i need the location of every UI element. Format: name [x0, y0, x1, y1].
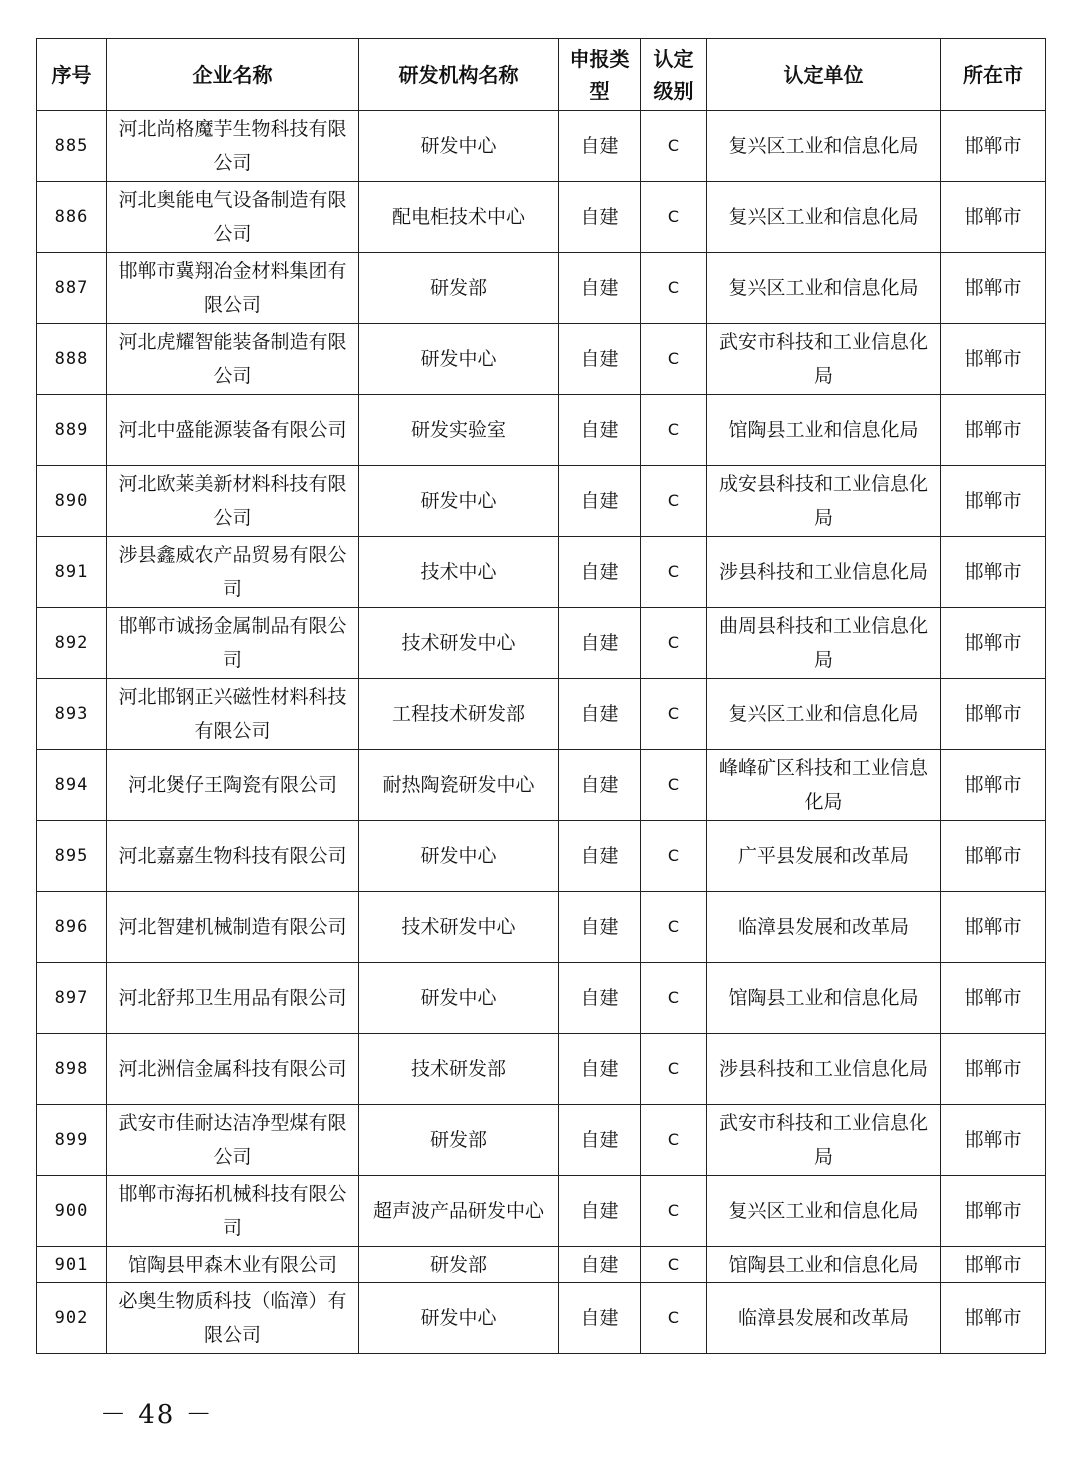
cell-unit: 武安市科技和工业信息化局 — [707, 324, 941, 395]
cell-apply-type: 自建 — [559, 1034, 641, 1105]
cell-level: C — [641, 395, 707, 466]
cell-company: 河北虎耀智能装备制造有限公司 — [107, 324, 359, 395]
cell-city: 邯郸市 — [941, 182, 1046, 253]
table-row — [37, 111, 1046, 182]
cell-rd-org: 超声波产品研发中心 — [359, 1176, 559, 1247]
cell-city: 邯郸市 — [941, 253, 1046, 324]
cell-unit: 馆陶县工业和信息化局 — [707, 395, 941, 466]
cell-seq: 894 — [37, 750, 107, 821]
cell-seq: 888 — [37, 324, 107, 395]
cell-city: 邯郸市 — [941, 1105, 1046, 1176]
table-row — [37, 324, 1046, 395]
table-row — [37, 750, 1046, 821]
cell-apply-type: 自建 — [559, 679, 641, 750]
cell-apply-type: 自建 — [559, 892, 641, 963]
cell-company: 河北尚格魔芋生物科技有限公司 — [107, 111, 359, 182]
cell-unit: 曲周县科技和工业信息化局 — [707, 608, 941, 679]
table-row — [37, 537, 1046, 608]
cell-level: C — [641, 892, 707, 963]
cell-seq: 893 — [37, 679, 107, 750]
cell-rd-org: 技术研发中心 — [359, 608, 559, 679]
cell-seq: 895 — [37, 821, 107, 892]
header-level: 认定级别 — [641, 39, 707, 111]
cell-city: 邯郸市 — [941, 892, 1046, 963]
cell-level: C — [641, 1283, 707, 1354]
cell-apply-type: 自建 — [559, 608, 641, 679]
cell-level: C — [641, 1247, 707, 1283]
cell-seq: 890 — [37, 466, 107, 537]
cell-apply-type: 自建 — [559, 324, 641, 395]
cell-seq: 901 — [37, 1247, 107, 1283]
cell-level: C — [641, 1105, 707, 1176]
cell-company: 邯郸市冀翔冶金材料集团有限公司 — [107, 253, 359, 324]
cell-rd-org: 研发中心 — [359, 1283, 559, 1354]
cell-apply-type: 自建 — [559, 1105, 641, 1176]
cell-rd-org: 工程技术研发部 — [359, 679, 559, 750]
cell-level: C — [641, 537, 707, 608]
cell-city: 邯郸市 — [941, 608, 1046, 679]
table-row — [37, 821, 1046, 892]
cell-rd-org: 配电柜技术中心 — [359, 182, 559, 253]
cell-level: C — [641, 963, 707, 1034]
cell-rd-org: 研发部 — [359, 1247, 559, 1283]
cell-city: 邯郸市 — [941, 1034, 1046, 1105]
cell-company: 河北嘉嘉生物科技有限公司 — [107, 821, 359, 892]
table-row — [37, 963, 1046, 1034]
cell-apply-type: 自建 — [559, 1176, 641, 1247]
cell-company: 河北中盛能源装备有限公司 — [107, 395, 359, 466]
table-row — [37, 608, 1046, 679]
header-rd-org: 研发机构名称 — [359, 39, 559, 111]
cell-unit: 复兴区工业和信息化局 — [707, 679, 941, 750]
table-body — [37, 111, 1046, 1354]
cell-city: 邯郸市 — [941, 750, 1046, 821]
cell-apply-type: 自建 — [559, 963, 641, 1034]
cell-apply-type: 自建 — [559, 253, 641, 324]
cell-level: C — [641, 253, 707, 324]
header-city: 所在市 — [941, 39, 1046, 111]
cell-unit: 广平县发展和改革局 — [707, 821, 941, 892]
cell-city: 邯郸市 — [941, 1176, 1046, 1247]
table-row — [37, 466, 1046, 537]
cell-rd-org: 研发部 — [359, 253, 559, 324]
cell-apply-type: 自建 — [559, 182, 641, 253]
cell-company: 河北煲仔王陶瓷有限公司 — [107, 750, 359, 821]
cell-company: 邯郸市诚扬金属制品有限公司 — [107, 608, 359, 679]
cell-unit: 成安县科技和工业信息化局 — [707, 466, 941, 537]
cell-unit: 复兴区工业和信息化局 — [707, 111, 941, 182]
cell-city: 邯郸市 — [941, 111, 1046, 182]
cell-level: C — [641, 1034, 707, 1105]
cell-apply-type: 自建 — [559, 1247, 641, 1283]
cell-unit: 复兴区工业和信息化局 — [707, 182, 941, 253]
header-unit: 认定单位 — [707, 39, 941, 111]
cell-unit: 复兴区工业和信息化局 — [707, 253, 941, 324]
header-seq: 序号 — [37, 39, 107, 111]
cell-rd-org: 研发中心 — [359, 821, 559, 892]
cell-level: C — [641, 324, 707, 395]
cell-city: 邯郸市 — [941, 1247, 1046, 1283]
cell-company: 必奥生物质科技（临漳）有限公司 — [107, 1283, 359, 1354]
cell-rd-org: 研发中心 — [359, 466, 559, 537]
cell-level: C — [641, 182, 707, 253]
cell-city: 邯郸市 — [941, 1283, 1046, 1354]
cell-unit: 馆陶县工业和信息化局 — [707, 1247, 941, 1283]
cell-apply-type: 自建 — [559, 111, 641, 182]
cell-city: 邯郸市 — [941, 324, 1046, 395]
table-row — [37, 679, 1046, 750]
cell-company: 河北欧莱美新材料科技有限公司 — [107, 466, 359, 537]
cell-seq: 891 — [37, 537, 107, 608]
cell-rd-org: 研发中心 — [359, 324, 559, 395]
table-header-row — [37, 39, 1046, 111]
table-row — [37, 1283, 1046, 1354]
cell-city: 邯郸市 — [941, 679, 1046, 750]
cell-seq: 887 — [37, 253, 107, 324]
cell-apply-type: 自建 — [559, 750, 641, 821]
cell-company: 河北智建机械制造有限公司 — [107, 892, 359, 963]
cell-rd-org: 研发实验室 — [359, 395, 559, 466]
cell-company: 邯郸市海拓机械科技有限公司 — [107, 1176, 359, 1247]
cell-level: C — [641, 750, 707, 821]
cell-level: C — [641, 111, 707, 182]
cell-level: C — [641, 466, 707, 537]
cell-rd-org: 技术中心 — [359, 537, 559, 608]
cell-seq: 896 — [37, 892, 107, 963]
cell-seq: 899 — [37, 1105, 107, 1176]
table-row — [37, 182, 1046, 253]
cell-company: 河北洲信金属科技有限公司 — [107, 1034, 359, 1105]
cell-city: 邯郸市 — [941, 821, 1046, 892]
cell-company: 馆陶县甲森木业有限公司 — [107, 1247, 359, 1283]
cell-company: 武安市佳耐达洁净型煤有限公司 — [107, 1105, 359, 1176]
cell-unit: 武安市科技和工业信息化局 — [707, 1105, 941, 1176]
cell-unit: 临漳县发展和改革局 — [707, 1283, 941, 1354]
cell-seq: 886 — [37, 182, 107, 253]
page-number: － 48 － — [100, 1400, 214, 1430]
cell-apply-type: 自建 — [559, 395, 641, 466]
table-row — [37, 253, 1046, 324]
cell-unit: 馆陶县工业和信息化局 — [707, 963, 941, 1034]
cell-company: 河北邯钢正兴磁性材料科技有限公司 — [107, 679, 359, 750]
cell-seq: 885 — [37, 111, 107, 182]
cell-city: 邯郸市 — [941, 963, 1046, 1034]
table-row — [37, 395, 1046, 466]
cell-level: C — [641, 821, 707, 892]
cell-rd-org: 研发中心 — [359, 963, 559, 1034]
table-row — [37, 892, 1046, 963]
cell-apply-type: 自建 — [559, 1283, 641, 1354]
header-apply-type: 申报类型 — [559, 39, 641, 111]
table-row — [37, 1105, 1046, 1176]
cell-seq: 889 — [37, 395, 107, 466]
cell-city: 邯郸市 — [941, 537, 1046, 608]
table-row — [37, 1176, 1046, 1247]
cell-level: C — [641, 1176, 707, 1247]
cell-rd-org: 研发中心 — [359, 111, 559, 182]
cell-rd-org: 技术研发中心 — [359, 892, 559, 963]
cell-unit: 复兴区工业和信息化局 — [707, 1176, 941, 1247]
cell-rd-org: 技术研发部 — [359, 1034, 559, 1105]
cell-apply-type: 自建 — [559, 466, 641, 537]
cell-unit: 涉县科技和工业信息化局 — [707, 1034, 941, 1105]
cell-unit: 涉县科技和工业信息化局 — [707, 537, 941, 608]
cell-level: C — [641, 679, 707, 750]
table-row — [37, 1034, 1046, 1105]
cell-company: 河北奥能电气设备制造有限公司 — [107, 182, 359, 253]
cell-level: C — [641, 608, 707, 679]
certification-table — [36, 38, 1046, 1354]
cell-unit: 峰峰矿区科技和工业信息化局 — [707, 750, 941, 821]
cell-apply-type: 自建 — [559, 537, 641, 608]
cell-city: 邯郸市 — [941, 395, 1046, 466]
cell-seq: 892 — [37, 608, 107, 679]
cell-rd-org: 研发部 — [359, 1105, 559, 1176]
cell-seq: 898 — [37, 1034, 107, 1105]
cell-company: 涉县鑫威农产品贸易有限公司 — [107, 537, 359, 608]
cell-seq: 900 — [37, 1176, 107, 1247]
cell-rd-org: 耐热陶瓷研发中心 — [359, 750, 559, 821]
cell-city: 邯郸市 — [941, 466, 1046, 537]
cell-company: 河北舒邦卫生用品有限公司 — [107, 963, 359, 1034]
cell-seq: 897 — [37, 963, 107, 1034]
cell-apply-type: 自建 — [559, 821, 641, 892]
table-row — [37, 1247, 1046, 1283]
cell-seq: 902 — [37, 1283, 107, 1354]
header-company: 企业名称 — [107, 39, 359, 111]
cell-unit: 临漳县发展和改革局 — [707, 892, 941, 963]
